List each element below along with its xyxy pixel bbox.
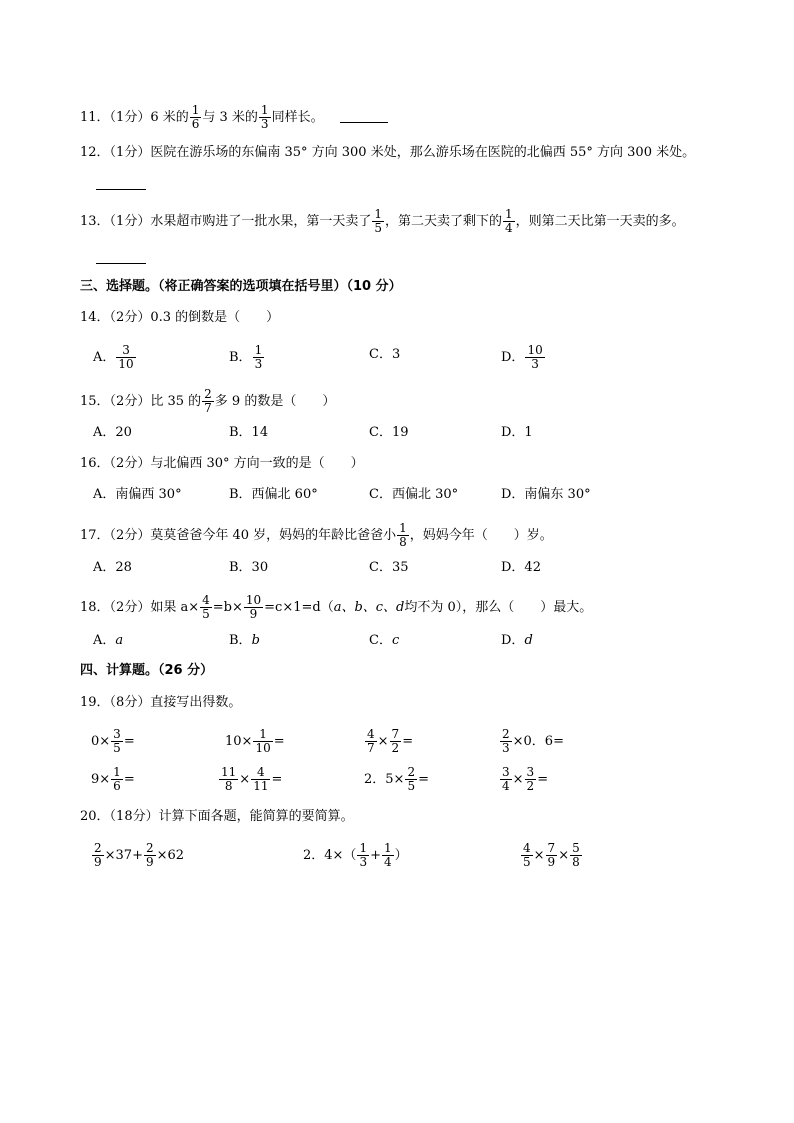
option-value: a [115, 633, 124, 648]
text: 多 9 的数是（ ） [214, 394, 336, 409]
fraction [405, 766, 417, 793]
numerator: 1 [254, 343, 263, 357]
numerator: 3 [116, 344, 135, 358]
question-14 [80, 309, 279, 327]
text: ） [394, 848, 408, 863]
fraction [365, 728, 377, 755]
question-13 [80, 208, 685, 235]
expression-19-6 [218, 766, 282, 793]
option-18-b[interactable] [229, 632, 260, 650]
question-19 [80, 694, 241, 712]
numerator: 2 [94, 841, 102, 855]
question-18 [80, 594, 592, 621]
fraction [397, 522, 409, 549]
expression-19-7 [364, 766, 429, 793]
denominator: 6 [191, 117, 200, 131]
answer-blank-12[interactable] [96, 173, 146, 190]
text: ×37+ [104, 848, 143, 863]
text: = [123, 734, 135, 749]
text: =c×1=d（ [264, 600, 334, 615]
option-17-d[interactable]: D．42 [501, 560, 541, 575]
question-number: 11． [80, 110, 110, 125]
text: 0× [91, 734, 111, 749]
numerator: 1 [505, 207, 513, 221]
text: = [273, 734, 285, 749]
text: ×0．6= [512, 734, 564, 749]
score: （1分） [109, 214, 151, 229]
fraction [219, 766, 238, 793]
text: ，第二天卖了剩下的 [384, 214, 502, 229]
denominator: 8 [224, 779, 233, 793]
text: = [402, 734, 414, 749]
option-17-b[interactable]: B．30 [229, 560, 269, 575]
text: + [370, 848, 381, 863]
fraction [570, 842, 582, 869]
text: 比 35 的 [150, 394, 202, 409]
option-label: A． [93, 350, 116, 365]
text: = [271, 772, 283, 787]
question-number: 14． [80, 310, 110, 325]
denominator: 5 [374, 221, 382, 235]
denominator: 3 [359, 855, 368, 869]
option-14-d[interactable] [501, 344, 546, 371]
text: × [512, 772, 524, 787]
text: = [537, 772, 549, 787]
numerator: 3 [526, 765, 535, 779]
question-11 [80, 104, 324, 131]
denominator: 9 [94, 855, 102, 869]
text: × [377, 734, 389, 749]
numerator: 1 [399, 521, 407, 535]
text: 9× [91, 772, 111, 787]
option-18-a[interactable] [93, 632, 123, 650]
text: 直接写出得数。 [150, 695, 242, 710]
fraction [251, 766, 270, 793]
option-16-b[interactable]: B．西偏北 60° [229, 487, 318, 502]
numerator: 2 [407, 765, 416, 779]
numerator: 7 [547, 841, 556, 855]
option-18-c[interactable] [369, 632, 399, 650]
denominator: 5 [202, 607, 210, 621]
option-14-a[interactable] [93, 344, 137, 371]
numerator: 3 [113, 727, 121, 741]
option-value: d [524, 633, 533, 648]
denominator: 4 [502, 779, 510, 793]
option-label: C． [369, 633, 392, 648]
fraction [382, 842, 394, 869]
question-16 [80, 455, 364, 473]
option-15-a[interactable]: A．20 [93, 425, 132, 440]
denominator: 7 [204, 401, 212, 415]
section-4-heading: 四、计算题。（26 分） [80, 663, 214, 678]
option-value: b [251, 633, 260, 648]
score: （1分） [109, 110, 151, 125]
question-15 [80, 388, 335, 415]
text: 均不为 0），那么（ ）最大。 [404, 600, 593, 615]
denominator: 3 [502, 741, 510, 755]
text: × [533, 848, 545, 863]
fraction [92, 842, 104, 869]
option-14-b[interactable] [229, 344, 265, 371]
option-14-c[interactable]: C．3 [369, 347, 401, 362]
score: （2分） [109, 456, 151, 471]
numerator: 5 [572, 841, 580, 855]
fraction [503, 208, 515, 235]
question-number: 17． [80, 528, 110, 543]
option-label: B． [229, 633, 252, 648]
denominator: 3 [260, 117, 269, 131]
fraction [372, 208, 384, 235]
expression-20-3 [520, 842, 583, 869]
question-20 [80, 808, 354, 826]
denominator: 10 [118, 357, 134, 371]
numerator: 1 [113, 765, 121, 779]
expression-19-1 [91, 728, 135, 755]
fraction [200, 594, 212, 621]
section-3-heading: 三、选择题。（将正确答案的选项填在括号里）（10 分） [80, 279, 402, 294]
question-number: 19． [80, 695, 110, 710]
denominator: 2 [391, 741, 400, 755]
numerator: 4 [523, 841, 531, 855]
question-number: 12． [80, 145, 110, 160]
question-17 [80, 522, 553, 549]
expression-19-3 [364, 728, 413, 755]
fraction [525, 344, 544, 371]
score: （2分） [109, 310, 151, 325]
score: （1分） [109, 145, 151, 160]
answer-blank-13[interactable] [96, 247, 146, 264]
numerator: 1 [253, 728, 272, 742]
text: = [418, 772, 429, 787]
text: 同样长。 [271, 110, 324, 125]
question-number: 18． [80, 600, 110, 615]
option-17-a[interactable]: A．28 [93, 560, 132, 575]
denominator: 11 [253, 779, 269, 793]
expression-19-2 [225, 728, 285, 755]
fraction [116, 344, 135, 371]
text: ×62 [156, 848, 185, 863]
text: × [558, 848, 570, 863]
numerator: 11 [221, 765, 237, 779]
expression-19-8 [499, 766, 548, 793]
numerator: 2 [204, 387, 212, 401]
option-18-d[interactable] [501, 632, 533, 650]
option-17-c[interactable]: C．35 [369, 560, 409, 575]
question-number: 13． [80, 214, 110, 229]
expression-20-2 [303, 842, 408, 869]
option-16-d[interactable]: D．南偏东 30° [501, 487, 591, 502]
denominator: 8 [399, 535, 407, 549]
option-label: D． [501, 350, 525, 365]
denominator: 6 [113, 779, 121, 793]
option-16-a[interactable]: A．南偏西 30° [93, 487, 182, 502]
text: 莫莫爸爸今年 40 岁，妈妈的年龄比爸爸小 [150, 528, 397, 543]
text: 0.3 的倒数是（ ） [150, 310, 280, 325]
question-number: 15． [80, 394, 110, 409]
text: 6 米的 [150, 110, 189, 125]
fraction [253, 344, 265, 371]
text: ，妈妈今年（ ）岁。 [409, 528, 553, 543]
score: （18分） [109, 809, 159, 824]
option-15-d[interactable]: D．1 [501, 425, 533, 440]
fraction [357, 842, 369, 869]
text: 2．4×（ [303, 848, 357, 863]
fraction [202, 388, 214, 415]
numerator: 7 [391, 727, 400, 741]
denominator: 4 [383, 855, 392, 869]
fraction [525, 766, 537, 793]
option-label: B． [229, 350, 252, 365]
numerator: 10 [245, 593, 262, 607]
numerator: 4 [367, 727, 375, 741]
question-number: 20． [80, 809, 110, 824]
option-16-c[interactable]: C．西偏北 30° [369, 487, 459, 502]
score: （2分） [109, 600, 151, 615]
text: ，则第二天比第一天卖的多。 [515, 214, 685, 229]
text: 与 3 米的 [202, 110, 258, 125]
text: 如果 a× [150, 600, 200, 615]
answer-blank-11[interactable] [340, 106, 388, 123]
fraction [259, 104, 271, 131]
text: 计算下面各题，能简算的要简算。 [158, 809, 354, 824]
denominator: 3 [254, 357, 263, 371]
fraction [546, 842, 558, 869]
fraction [253, 728, 272, 755]
option-label: A． [93, 633, 116, 648]
score: （8分） [109, 695, 151, 710]
numerator: 1 [374, 207, 382, 221]
numerator: 1 [359, 841, 368, 855]
numerator: 2 [145, 841, 154, 855]
option-15-b[interactable]: B．14 [229, 425, 269, 440]
text: 2．5× [364, 772, 405, 787]
fraction [500, 766, 512, 793]
variables: a、b、c、d [333, 600, 405, 615]
fraction [521, 842, 533, 869]
denominator: 7 [367, 741, 375, 755]
denominator: 9 [547, 855, 556, 869]
option-value: c [391, 633, 400, 648]
text: 水果超市购进了一批水果，第一天卖了 [150, 214, 372, 229]
option-15-c[interactable]: C．19 [369, 425, 409, 440]
fraction [390, 728, 402, 755]
expression-19-4 [499, 728, 564, 755]
fraction [500, 728, 512, 755]
denominator: 10 [255, 741, 271, 755]
denominator: 9 [145, 855, 154, 869]
numerator: 1 [260, 103, 269, 117]
text: 与北偏西 30° 方向一致的是（ ） [150, 456, 364, 471]
fraction [111, 766, 123, 793]
question-number: 16． [80, 456, 110, 471]
numerator: 1 [383, 841, 392, 855]
numerator: 10 [527, 343, 543, 357]
fraction [144, 842, 156, 869]
score: （2分） [109, 394, 151, 409]
option-label: D． [501, 633, 525, 648]
denominator: 9 [249, 607, 258, 621]
numerator: 4 [251, 766, 270, 780]
expression-19-5 [91, 766, 135, 793]
fraction [190, 104, 202, 131]
numerator: 2 [502, 727, 510, 741]
text: × [239, 772, 251, 787]
text: =b× [212, 600, 243, 615]
denominator: 4 [505, 221, 513, 235]
denominator: 5 [523, 855, 531, 869]
question-12 [80, 144, 695, 162]
text: = [123, 772, 135, 787]
numerator: 4 [202, 593, 210, 607]
expression-20-1 [91, 842, 184, 869]
denominator: 5 [407, 779, 416, 793]
score: （2分） [109, 528, 151, 543]
fraction [244, 594, 263, 621]
denominator: 8 [572, 855, 580, 869]
text: 10× [225, 734, 253, 749]
text: 医院在游乐场的东偏南 35° 方向 300 米处，那么游乐场在医院的北偏西 55° 方向 300 米处。 [150, 145, 696, 160]
fraction [111, 728, 123, 755]
denominator: 3 [531, 357, 539, 371]
numerator: 3 [502, 765, 510, 779]
denominator: 5 [113, 741, 121, 755]
numerator: 1 [191, 103, 200, 117]
denominator: 2 [526, 779, 535, 793]
